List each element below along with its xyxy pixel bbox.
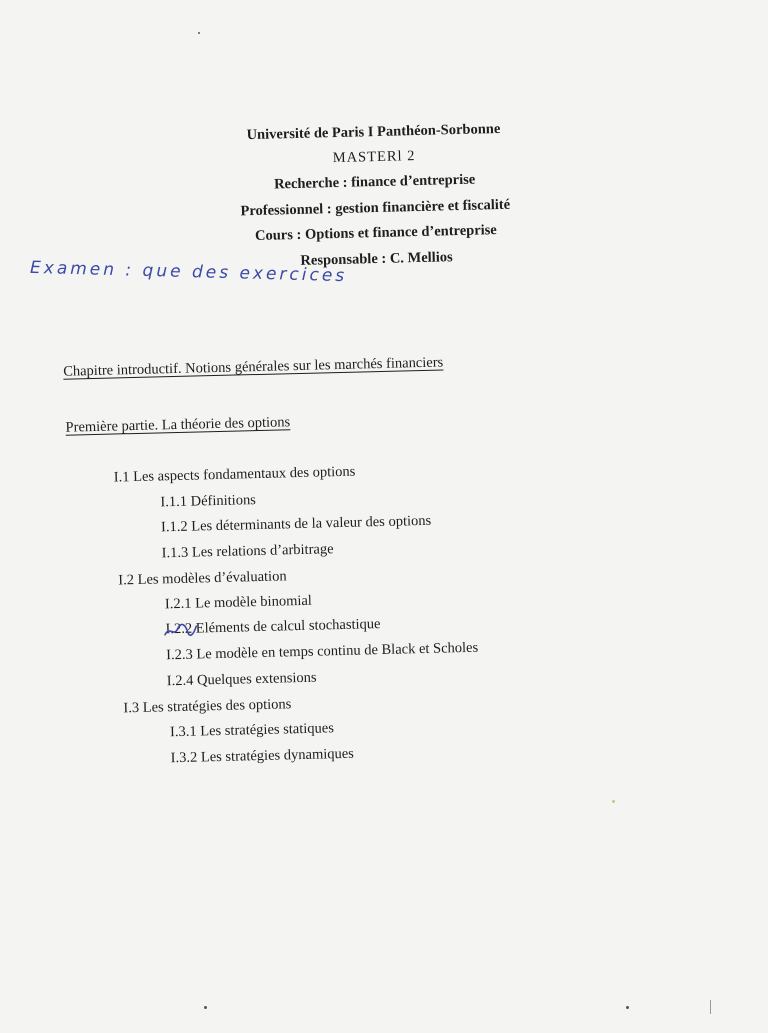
scan-speck xyxy=(612,800,615,803)
toc-item-2-2-number xyxy=(165,621,196,638)
course-title: Cours : Options et finance d’entreprise xyxy=(254,222,497,245)
scan-mark xyxy=(710,1000,711,1014)
program-name: MASTERl 2 xyxy=(332,148,416,167)
toc-item-2-1: I.2.1 Le modèle binomial xyxy=(164,592,313,613)
toc-item-1-2: I.1.2 Les déterminants de la valeur des options xyxy=(160,512,432,536)
professional-track: Professionnel : gestion financière et fiscalité xyxy=(240,196,511,220)
toc-item-2-3: I.2.3 Le modèle en temps continu de Black et Scholes xyxy=(165,639,479,664)
toc-section-1: I.1 Les aspects fondamentaux des options xyxy=(113,463,356,486)
toc-section-2: I.2 Les modèles d’évaluation xyxy=(118,568,287,589)
part-one-heading: Première partie. La théorie des options xyxy=(65,414,291,436)
research-track: Recherche : finance d’entreprise xyxy=(273,171,476,193)
toc-item-3-1: I.3.1 Les stratégies statiques xyxy=(169,720,335,741)
chapter-intro-heading: Chapitre introductif. Notions générales sur les marchés financiers xyxy=(63,354,444,380)
scan-speck xyxy=(204,1006,207,1009)
toc-item-3-2: I.3.2 Les stratégies dynamiques xyxy=(170,745,355,767)
scan-speck xyxy=(198,32,200,34)
toc-item-1-3: I.1.3 Les relations d’arbitrage xyxy=(161,541,334,562)
toc-item-2-2-text: Eléments de calcul stochastique xyxy=(195,616,381,637)
course-responsible: Responsable : C. Mellios xyxy=(300,249,453,269)
toc-item-2-2-number-text: I.2.2 xyxy=(165,620,193,638)
toc-item-1-1: I.1.1 Définitions xyxy=(160,492,257,511)
scribble-icon xyxy=(163,620,197,640)
handwritten-exam-note: Examen : que des exercices xyxy=(29,257,348,287)
university-name: Université de Paris I Panthéon-Sorbonne xyxy=(246,120,501,144)
toc-item-2-2 xyxy=(165,616,380,638)
toc-section-3: I.3 Les stratégies des options xyxy=(123,696,292,717)
scan-speck xyxy=(626,1006,629,1009)
toc-item-2-4: I.2.4 Quelques extensions xyxy=(166,669,317,690)
